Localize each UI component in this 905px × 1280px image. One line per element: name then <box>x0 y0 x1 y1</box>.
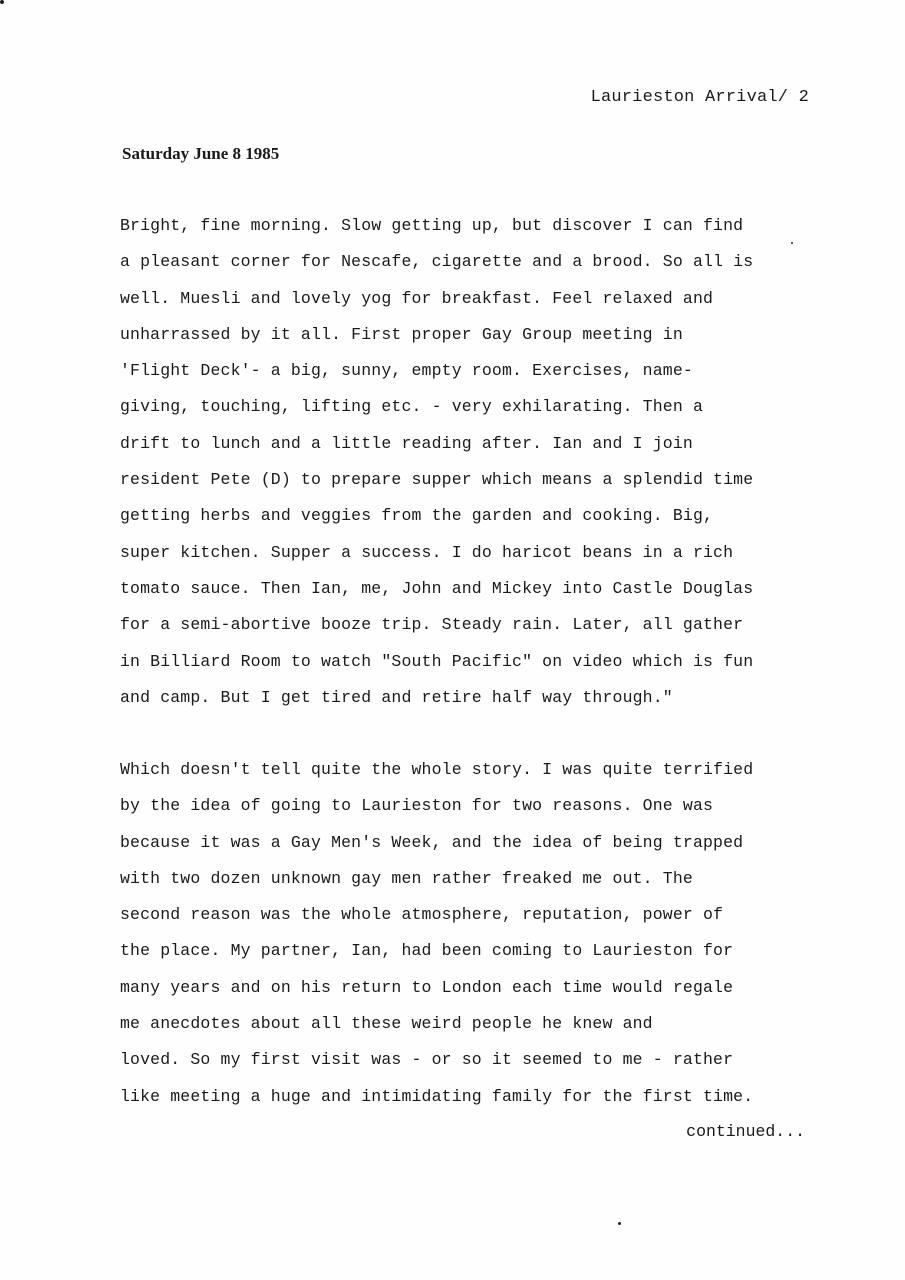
text-line: by the idea of going to Laurieston for two reasons. One was <box>120 796 714 816</box>
text-line: the place. My partner, Ian, had been coming to Laurieston for <box>120 941 734 961</box>
scan-speck <box>618 1222 621 1225</box>
entry-date: Saturday June 8 1985 <box>122 144 280 163</box>
text-line: like meeting a huge and intimidating family for the first time. <box>120 1086 754 1106</box>
text-line: loved. So my first visit was - or so it seemed to me - rather <box>120 1050 734 1070</box>
commentary-paragraph <box>120 758 753 1121</box>
text-line: because it was a Gay Men's Week, and the idea of being trapped <box>120 832 744 852</box>
text-line: well. Muesli and lovely yog for breakfast. Feel relaxed and <box>120 288 714 308</box>
continued-marker: continued... <box>686 1122 805 1141</box>
text-line: giving, touching, lifting etc. - very exhilarating. Then a <box>120 397 703 417</box>
text-line: for a semi-abortive booze trip. Steady rain. Later, all gather <box>120 615 744 635</box>
text-line: second reason was the whole atmosphere, reputation, power of <box>120 905 724 925</box>
scan-speck <box>0 0 4 4</box>
text-line: resident Pete (D) to prepare supper which means a splendid time <box>120 470 754 490</box>
text-line: super kitchen. Supper a success. I do haricot beans in a rich <box>120 542 734 562</box>
text-line: with two dozen unknown gay men rather freaked me out. The <box>120 868 693 888</box>
text-line: in Billiard Room to watch "South Pacific" on video which is fun <box>120 651 754 671</box>
text-line: tomato sauce. Then Ian, me, John and Mickey into Castle Douglas <box>120 578 754 598</box>
text-line: unharrassed by it all. First proper Gay Group meeting in <box>120 324 683 344</box>
scan-speck <box>791 242 793 244</box>
text-line: 'Flight Deck'- a big, sunny, empty room. Exercises, name- <box>120 361 693 381</box>
text-line: many years and on his return to London each time would regale <box>120 977 734 997</box>
text-line: drift to lunch and a little reading after. Ian and I join <box>120 433 693 453</box>
text-line: me anecdotes about all these weird people he knew and <box>120 1014 653 1034</box>
diary-entry-paragraph <box>120 214 753 722</box>
text-line: getting herbs and veggies from the garden and cooking. Big, <box>120 506 714 526</box>
running-header: Laurieston Arrival/ 2 <box>590 88 809 107</box>
text-line: a pleasant corner for Nescafe, cigarette and a brood. So all is <box>120 252 754 272</box>
text-line: and camp. But I get tired and retire half way through." <box>120 687 673 707</box>
text-line: Which doesn't tell quite the whole story. I was quite terrified <box>120 760 754 779</box>
text-line: Bright, fine morning. Slow getting up, but discover I can find <box>120 216 744 235</box>
